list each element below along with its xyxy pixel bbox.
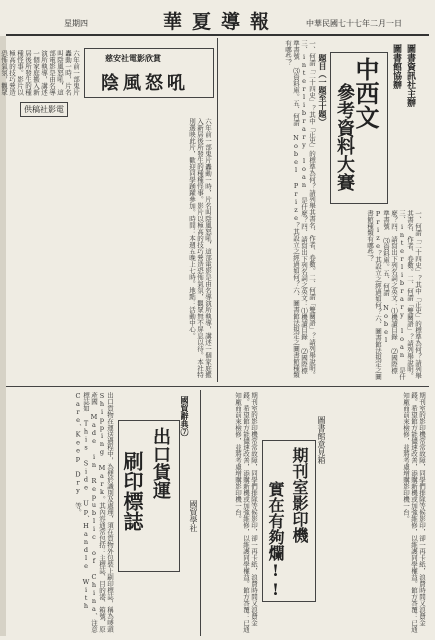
trade-source: 國貿學社 (189, 500, 198, 532)
trade-headline-2: 刷印標誌 (120, 451, 144, 531)
movie-label: 供稿社影電 (20, 102, 68, 117)
trade-series: 國貿辭典⑦ (180, 396, 190, 436)
contest-subheading: 題目（一題至十題） (318, 54, 328, 126)
newspaper-title: 華夏導報 (162, 11, 279, 33)
movie-subhead: 慈安社電影欣賞 (105, 53, 161, 63)
column-divider (200, 390, 201, 636)
org-line-1: 圖書資訊社主辦 (405, 44, 415, 107)
section-divider (6, 386, 429, 387)
library-headline-box (262, 440, 316, 602)
contest-questions-cont: 一、何謂「二十四史」？其中「正史」的標準為何？請列舉其書名、作者、卷數。二、何謂「雙關語」？請列舉說明。三、interlibrary loan 是什麼？四、請寫出下列名詞之英文：⑴機讀目錄 ⑵國際標準書號 ⑶資料庫。五、何謂 Nobel Prize？其設立之經過如何？六、圖書館法規定之圖書館種類有哪些？ (366, 210, 422, 380)
masthead (6, 4, 429, 36)
movie-article: 六年前一部鬼片轟動一時，片名叫陰風怒吼，這部電影是由名導演所執導，講述一個家庭搬入新居後所發生的種種怪事。影片以極高的技巧營造恐怖氣氛，觀眾無不屏息以待。本社特別選映此片，歡迎同學踴躍參加。時間：本週五晚上七時。地點：活動中心。 (188, 118, 212, 378)
trade-headline-1: 出口貨運 (150, 427, 171, 499)
date-line: 中華民國七十七年二月一日 (306, 19, 402, 28)
movie-headline-box (84, 48, 214, 98)
library-subhead: 圖書館意見箱 (317, 416, 326, 464)
library-headline-2: 實在有夠爛!! (266, 481, 285, 599)
contest-questions: 一、何謂「二十四史」？其中「正史」的標準為何？請列舉其書名、作者、卷數。二、何謂「雙關語」？請列舉說明。三、interlibrary loan 是什麼？四、請寫出下列名詞之英文：⑴機讀目錄 ⑵國際標準書號 ⑶資料庫。五、何謂 Nobel Prize？其設立之經過如何？六、圖書館法規定之圖書館種類有哪些？ (284, 40, 316, 378)
contest-title-box (330, 52, 388, 204)
trade-headline-box (118, 420, 180, 572)
movie-headline: 陰風怒吼 (101, 73, 189, 94)
page-edge (0, 36, 6, 636)
contest-heading-2: 參考資料大賽 (334, 83, 355, 191)
column-divider (217, 38, 218, 382)
contest-heading-1: 中西文 (351, 57, 380, 129)
org-line-2: 圖書館協辦 (391, 44, 401, 89)
weekday: 星期四 (64, 19, 88, 28)
library-article-cont: 期刊室的影印機常常故障，同學們排隊等候影印，卻一再卡紙，浪費時間又浪費金錢。希望館方能儘速改善，添購新機或加強維修，以維護同學權益。館方答覆：已通知廠商前來檢修，並將考慮增購影印機一台。 (234, 392, 258, 633)
trade-article: 出口貨物在運送過程中，為便於識別及處理，須在貨物外包裝上刷印標誌，稱為嘜頭 Shipping Mark。其內容通常包括：主標誌、目的港、箱號、原產國 Made in Republic of China、注意標誌如 This Side Up、Handle With Care、Keep Dry 等。 (74, 392, 114, 633)
library-article: 期刊室的影印機常常故障，同學們排隊等候影印，卻一再卡紙，浪費時間又浪費金錢。希望館方能儘速改善，添購新機或加強維修，以維護同學權益。館方答覆：已通知廠商前來檢修，並將考慮增購影印機一台。 (402, 392, 426, 633)
library-headline-1: 期刊室影印機 (290, 447, 309, 543)
movie-article-top: 六年前一部鬼片轟動一時，片名叫陰風怒吼，這部電影是由名導演所執導，講述一個家庭搬入新居後所發生的種種怪事。影片以極高的技巧營造恐怖氣氛，觀眾 (0, 50, 80, 96)
